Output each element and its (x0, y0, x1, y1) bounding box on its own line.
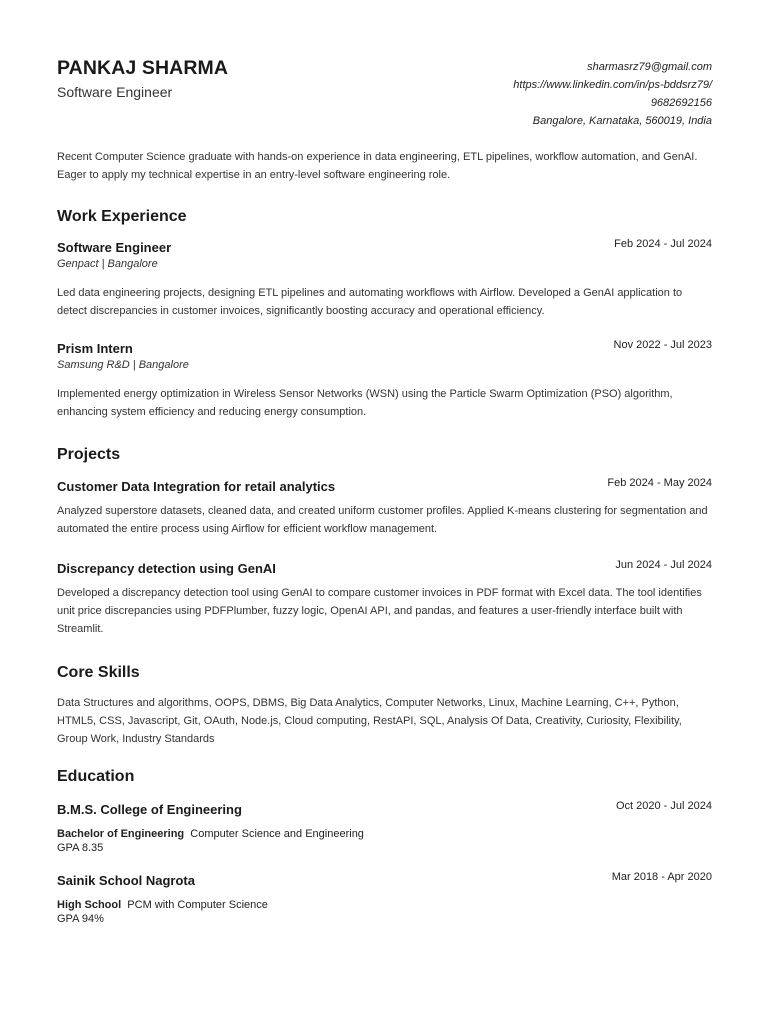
resume-page (57, 56, 712, 926)
work-entry-title: Prism Intern (57, 341, 133, 356)
candidate-name: PANKAJ SHARMA (57, 57, 229, 79)
section-title-education: Education (57, 768, 135, 785)
work-entry-description: Implemented energy optimization in Wireless Sensor Networks (WSN) using the Particle Swarm Optimization (PSO) algorithm, enhancing system efficiency and reducing energy consumption. (57, 388, 673, 418)
education-entry-date: Oct 2020 - Jul 2024 (615, 800, 712, 812)
education-entry-degree-line (57, 827, 712, 841)
education-entry-degree: Bachelor of Engineering (57, 828, 185, 840)
contact-email[interactable]: sharmasrz79@gmail.com (587, 61, 712, 73)
project-entry (57, 560, 712, 638)
contact-linkedin[interactable]: https://www.linkedin.com/in/ps-bddsrz79/ (513, 79, 712, 91)
section-title-work: Work Experience (57, 208, 187, 225)
project-entry (57, 478, 712, 538)
resume-header (57, 56, 712, 132)
section-title-projects: Projects (57, 446, 121, 463)
work-entry (57, 340, 712, 421)
work-entry-company: Samsung R&D | Bangalore (57, 359, 189, 371)
project-entry-description: Analyzed superstore datasets, cleaned data, and created uniform customer profiles. Applied K-means clustering for segmentation and automated the entire process using Airflow for efficient workflow management. (57, 505, 708, 535)
education-entry-school: Sainik School Nagrota (57, 873, 195, 888)
work-section (57, 207, 712, 421)
education-section (57, 767, 712, 926)
candidate-role: Software Engineer (57, 84, 173, 100)
education-entry-gpa: GPA 94% (57, 913, 104, 925)
section-title-skills: Core Skills (57, 664, 140, 681)
work-entry-date: Nov 2022 - Jul 2023 (613, 339, 712, 351)
contact-location: Bangalore, Karnataka, 560019, India (532, 115, 712, 127)
education-entry-school: B.M.S. College of Engineering (57, 802, 242, 817)
contact-phone: 9682692156 (650, 97, 712, 109)
project-entry-title: Discrepancy detection using GenAI (57, 561, 276, 576)
summary-text: Recent Computer Science graduate with hands-on experience in data engineering, ETL pipelines, workflow automation, and GenAI. Eager to apply my technical expertise in an entry-level software engineering role. (57, 151, 698, 181)
skills-section (57, 663, 712, 748)
project-entry-description: Developed a discrepancy detection tool using GenAI to compare customer invoices in PDF format with Excel data. The tool identifies unit price discrepancies using PDFPlumber, fuzzy logic, OpenAI API, and pandas, and features a user-friendly interface built with Streamlit. (57, 587, 702, 635)
education-entry-field: Computer Science and Engineering (190, 828, 364, 840)
education-entry-field: PCM with Computer Science (127, 899, 268, 911)
project-entry-date: Feb 2024 - May 2024 (607, 477, 712, 489)
project-entry-title: Customer Data Integration for retail analytics (57, 479, 336, 494)
education-entry-date: Mar 2018 - Apr 2020 (611, 871, 712, 883)
work-entry-date: Feb 2024 - Jul 2024 (614, 238, 712, 250)
contact-block (513, 58, 712, 130)
skills-text: Data Structures and algorithms, OOPS, DBMS, Big Data Analytics, Computer Networks, Linux, Machine Learning, C++, Python, HTML5, CSS, Javascript, Git, OAuth, Node.js, Cloud computing, RestAPI, SQL, Analysis Of Data, Creativity, Curiosity, Flexibility, Group Work, Industry Standards (57, 697, 682, 745)
education-entry (57, 801, 712, 855)
education-entry (57, 872, 712, 926)
work-entry (57, 239, 712, 320)
work-entry-title: Software Engineer (57, 240, 172, 255)
education-entry-degree-line (57, 898, 712, 912)
projects-section (57, 445, 712, 638)
education-entry-gpa: GPA 8.35 (57, 842, 104, 854)
project-entry-date: Jun 2024 - Jul 2024 (615, 559, 712, 571)
education-entry-degree: High School (57, 899, 122, 911)
work-entry-company: Genpact | Bangalore (57, 258, 158, 270)
work-entry-description: Led data engineering projects, designing ETL pipelines and automating workflows with Airflow. Developed a GenAI application to detect discrepancies in customer invoices, significantly boosting accuracy and operational efficiency. (57, 287, 683, 317)
